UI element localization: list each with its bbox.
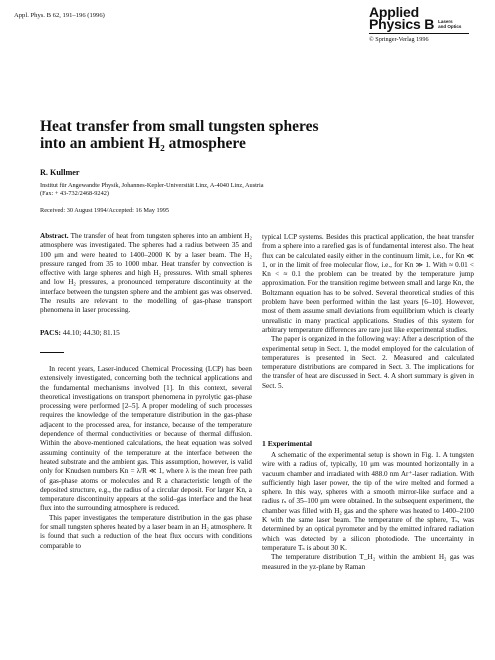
journal-reference: Appl. Phys. B 62, 191–196 (1996) xyxy=(14,12,105,19)
author-name: R. Kullmer xyxy=(40,168,80,177)
journal-subtitle-lasers: Lasers xyxy=(438,19,453,24)
abstract-divider xyxy=(40,352,64,353)
section-heading-experimental: 1 Experimental xyxy=(262,439,312,448)
affiliation-fax: (Fax: + 43-732/2468-9242) xyxy=(40,190,109,197)
article-title-line-2: into an ambient H₂ atmosphere xyxy=(40,135,246,152)
pacs-codes xyxy=(40,328,252,337)
pacs-label: PACS: xyxy=(40,328,61,337)
intro-paragraph-1: In recent years, Laser-induced Chemical Processing (LCP) has been extensively investigated, concerning both the technical applications and the fundamental mechanisms involved [1]. In this context, several theoretical investigations on transport phenomena in pyrolytic gas-phase processing were performed [2–5]. A proper modeling of such processes requires the knowledge of the temperature distribution in the gas-phase adjacent to the processed area, for instance, because of the temperature dependence of thermal conductivities or because of thermal diffusion. Within the above-mentioned calculations, the heat equation was solved assuming continuity of the temperature at the interface between the heated substrate and the ambient gas. This assumption, however, is valid only for Knudsen numbers Kn = λ/R ≪ 1, where λ is the mean free path of gas-phase atoms or molecules and R a characteristic length of the deposited structure, e.g., the radius of a circular deposit. For larger Kn, a temperature discontinuity appears at the solid–gas interface and the heat flux into the surrounding atmosphere is reduced. xyxy=(40,365,252,513)
affiliation-address: Institut für Angewandte Physik, Johannes-Kepler-Universität Linz, A-4040 Linz, Austria xyxy=(40,182,264,189)
intro-continued-paragraph-1: typical LCP systems. Besides this practical application, the heat transfer from a sphere into a rarefied gas is of fundamental interest also. The heat flux can be calculated easily either in the continuum limit, i.e., for Kn ≪ 1, or in the limit of free molecular flow, i.e., for Kn ≫ 1. With ≈ 0.01 < Kn < ≈ 0.1 the problem can be treated by the temperature jump approximation. For the transition regime between small and large Kn, the Boltzmann equation has to be solved. Several theoretical studies of this problem have been performed within the last years [6–10]. However, most of them assume small deviations from equilibrium which is clearly unrealistic in many practical applications. Studies of this system for arbitrary temperature differences are rare just like experimental studies. xyxy=(262,233,474,334)
author-affiliation xyxy=(40,182,460,198)
intro-continued-paragraph-2: The paper is organized in the following way: After a description of the experimental setup in Sect. 1, the model employed for the calculation of temperatures is presented in Sect. 2. Measured and calculated temperature distributions are compared in Sect. 3. The implications for the transfer of heat are discussed in Sect. 4. A short summary is given in Sect. 5. xyxy=(262,335,474,390)
intro-paragraph-2: This paper investigates the temperature distribution in the gas phase for small tungsten spheres heated by a laser beam in an H₂ atmosphere. It is found that such a reduction of the heat flux occurs with conditions comparable to xyxy=(40,513,252,550)
section-experimental xyxy=(262,451,474,572)
journal-logo xyxy=(369,6,469,43)
pacs-value: 44.10; 44.30; 81.15 xyxy=(62,328,120,337)
introduction xyxy=(40,365,252,551)
received-dates: Received: 30 August 1994/Accepted: 16 May 1995 xyxy=(40,207,170,214)
journal-name-physics-b: Physics B xyxy=(369,16,435,32)
introduction-continued xyxy=(262,233,474,391)
abstract-text: The transfer of heat from tungsten spheres into an ambient H₂ atmosphere was investigated. The spheres had a radius between 35 and 100 μm and were heated to 1400–2000 K by a laser beam. The H₂ pressure ranged from 35 to 1000 mbar. Heat transfer by convection is effective with large spheres and high H₂ pressures. With small spheres and low H₂ pressures, a pronounced temperature discontinuity at the interface between the tungsten sphere and the ambient gas was observed. The results are relevant to the modelling of gas-phase transport phenomena in laser processing. xyxy=(40,232,253,315)
experimental-paragraph-2: The temperature distribution T_H₂ within the ambient H₂ gas was measured in the yz-plane by Raman xyxy=(262,553,474,571)
experimental-paragraph-1: A schematic of the experimental setup is shown in Fig. 1. A tungsten wire with a radius of, typically, 10 μm was mounted horizontally in a vacuum chamber and irradiated with 488.0 nm Ar⁺-laser radiation. With sufficiently high laser power, the tip of the wire melted and formed a sphere. In this way, spheres with a smooth mirror-like surface and a radius rₛ of 35–100 μm were obtained. In the subsequent experiment, the chamber was filled with H₂ gas and the sphere was heated to 1400–2100 K with the same laser beam. The temperature of the sphere, Tₛ, was determined by an optical pyrometer and by the emitted infrared radiation which was detected by a silicon photodiode. The uncertainty in temperature Tₛ is about 30 K. xyxy=(262,451,474,552)
journal-name-applied: Applied xyxy=(369,4,419,20)
abstract xyxy=(40,232,252,316)
logo-divider xyxy=(369,33,469,34)
article-title-line-1: Heat transfer from small tungsten spheres xyxy=(40,118,319,135)
abstract-label: Abstract. xyxy=(40,232,69,240)
article-title xyxy=(40,118,460,152)
copyright-notice: © Springer-Verlag 1996 xyxy=(369,36,429,44)
journal-subtitle-optics: and Optics xyxy=(438,24,462,29)
